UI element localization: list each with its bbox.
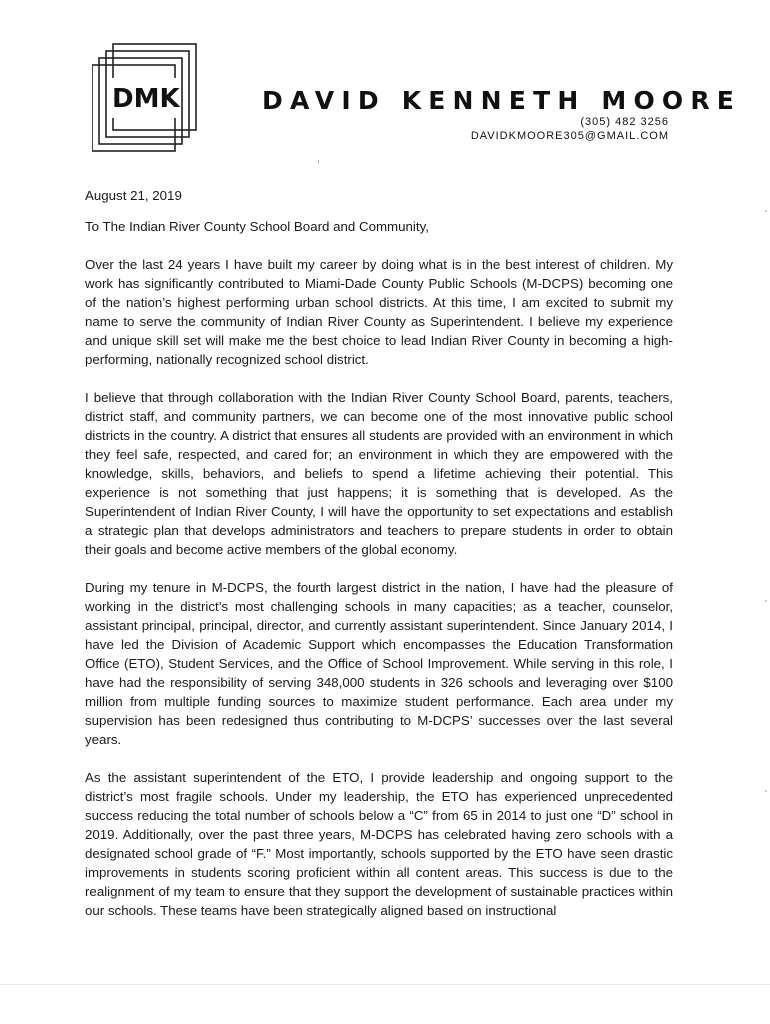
letter-paragraph-4: As the assistant superintendent of the ETO, I provide leadership and ongoing support to the district’s most fragile schools. Under my leadership, the ETO has experienced unprecedented success reducing the total number of schools below a “C” from 65 in 2014 to just one “D” school in 2019. Additionally, over the past three years, M-DCPS has celebrated having zero schools with a designated school grade of “F.” Most importantly, schools supported by the ETO have seen drastic improvements in students scoring proficient within all content areas. This success is due to the realignment of my team to ensure that they support the development of sustainable practices within our schools. These teams have been strategically aligned based on instructional xyxy=(85,770,673,918)
letterhead-name: DAVID KENNETH MOORE xyxy=(262,86,742,115)
scan-dot xyxy=(765,600,767,602)
letterhead-phone: (305) 482 3256 xyxy=(580,116,669,128)
scan-edge-line xyxy=(0,984,770,985)
letter-paragraph-3: During my tenure in M-DCPS, the fourth largest district in the nation, I have had the pleasure of working in the district’s most challenging schools in many capacities; as a teacher, counselor, assistant principal, principal, director, and currently assistant superintendent. Since January 2014, I have led the Division of Academic Support which encompasses the Education Transformation Office (ETO), Student Services, and the Office of School Improvement. While serving in this role, I have had the responsibility of serving 348,000 students in 326 schools and leveraging over $100 million from multiple funding sources to maximize student performance. Each area under my supervision has been redesigned thus contributing to M-DCPS’ successes over the last several years. xyxy=(85,580,673,747)
scan-dot xyxy=(765,210,767,212)
letterhead-email: DAVIDKMOORE305@GMAIL.COM xyxy=(470,130,669,142)
letter-paragraph-2: I believe that through collaboration with the Indian River County School Board, parents, teachers, district staff, and community partners, we can become one of the most innovative public school districts in the country. A district that ensures all students are provided with an environment in which they feel safe, respected, and cared for; an environment in which they are empowered with the knowledge, skills, behaviors, and beliefs to spend a lifetime achieving their potential. This experience is not something that just happens; it is something that is developed. As the Superintendent of Indian River County, I will have the opportunity to set expectations and establish a strategic plan that develops administrators and teachers to prepare students in order to obtain their goals and become active members of the global economy. xyxy=(85,390,673,557)
logo-monogram-text: DMK xyxy=(112,84,180,114)
scan-mark xyxy=(318,160,319,164)
letter-date: August 21, 2019 xyxy=(85,188,182,203)
scan-dot xyxy=(765,790,767,792)
letter-body xyxy=(85,186,673,939)
letter-salutation: To The Indian River County School Board and Community, xyxy=(85,219,429,234)
letter-paragraph-1: Over the last 24 years I have built my career by doing what is in the best interest of children. My work has significantly contributed to Miami-Dade County Public Schools (M-DCPS) becoming one of the nation’s highest performing urban school districts. At this time, I am excited to submit my name to serve the community of Indian River County as Superintendent. I believe my experience and unique skill set will make me the best choice to lead Indian River County in becoming a high-performing, nationally recognized school district. xyxy=(85,257,673,367)
